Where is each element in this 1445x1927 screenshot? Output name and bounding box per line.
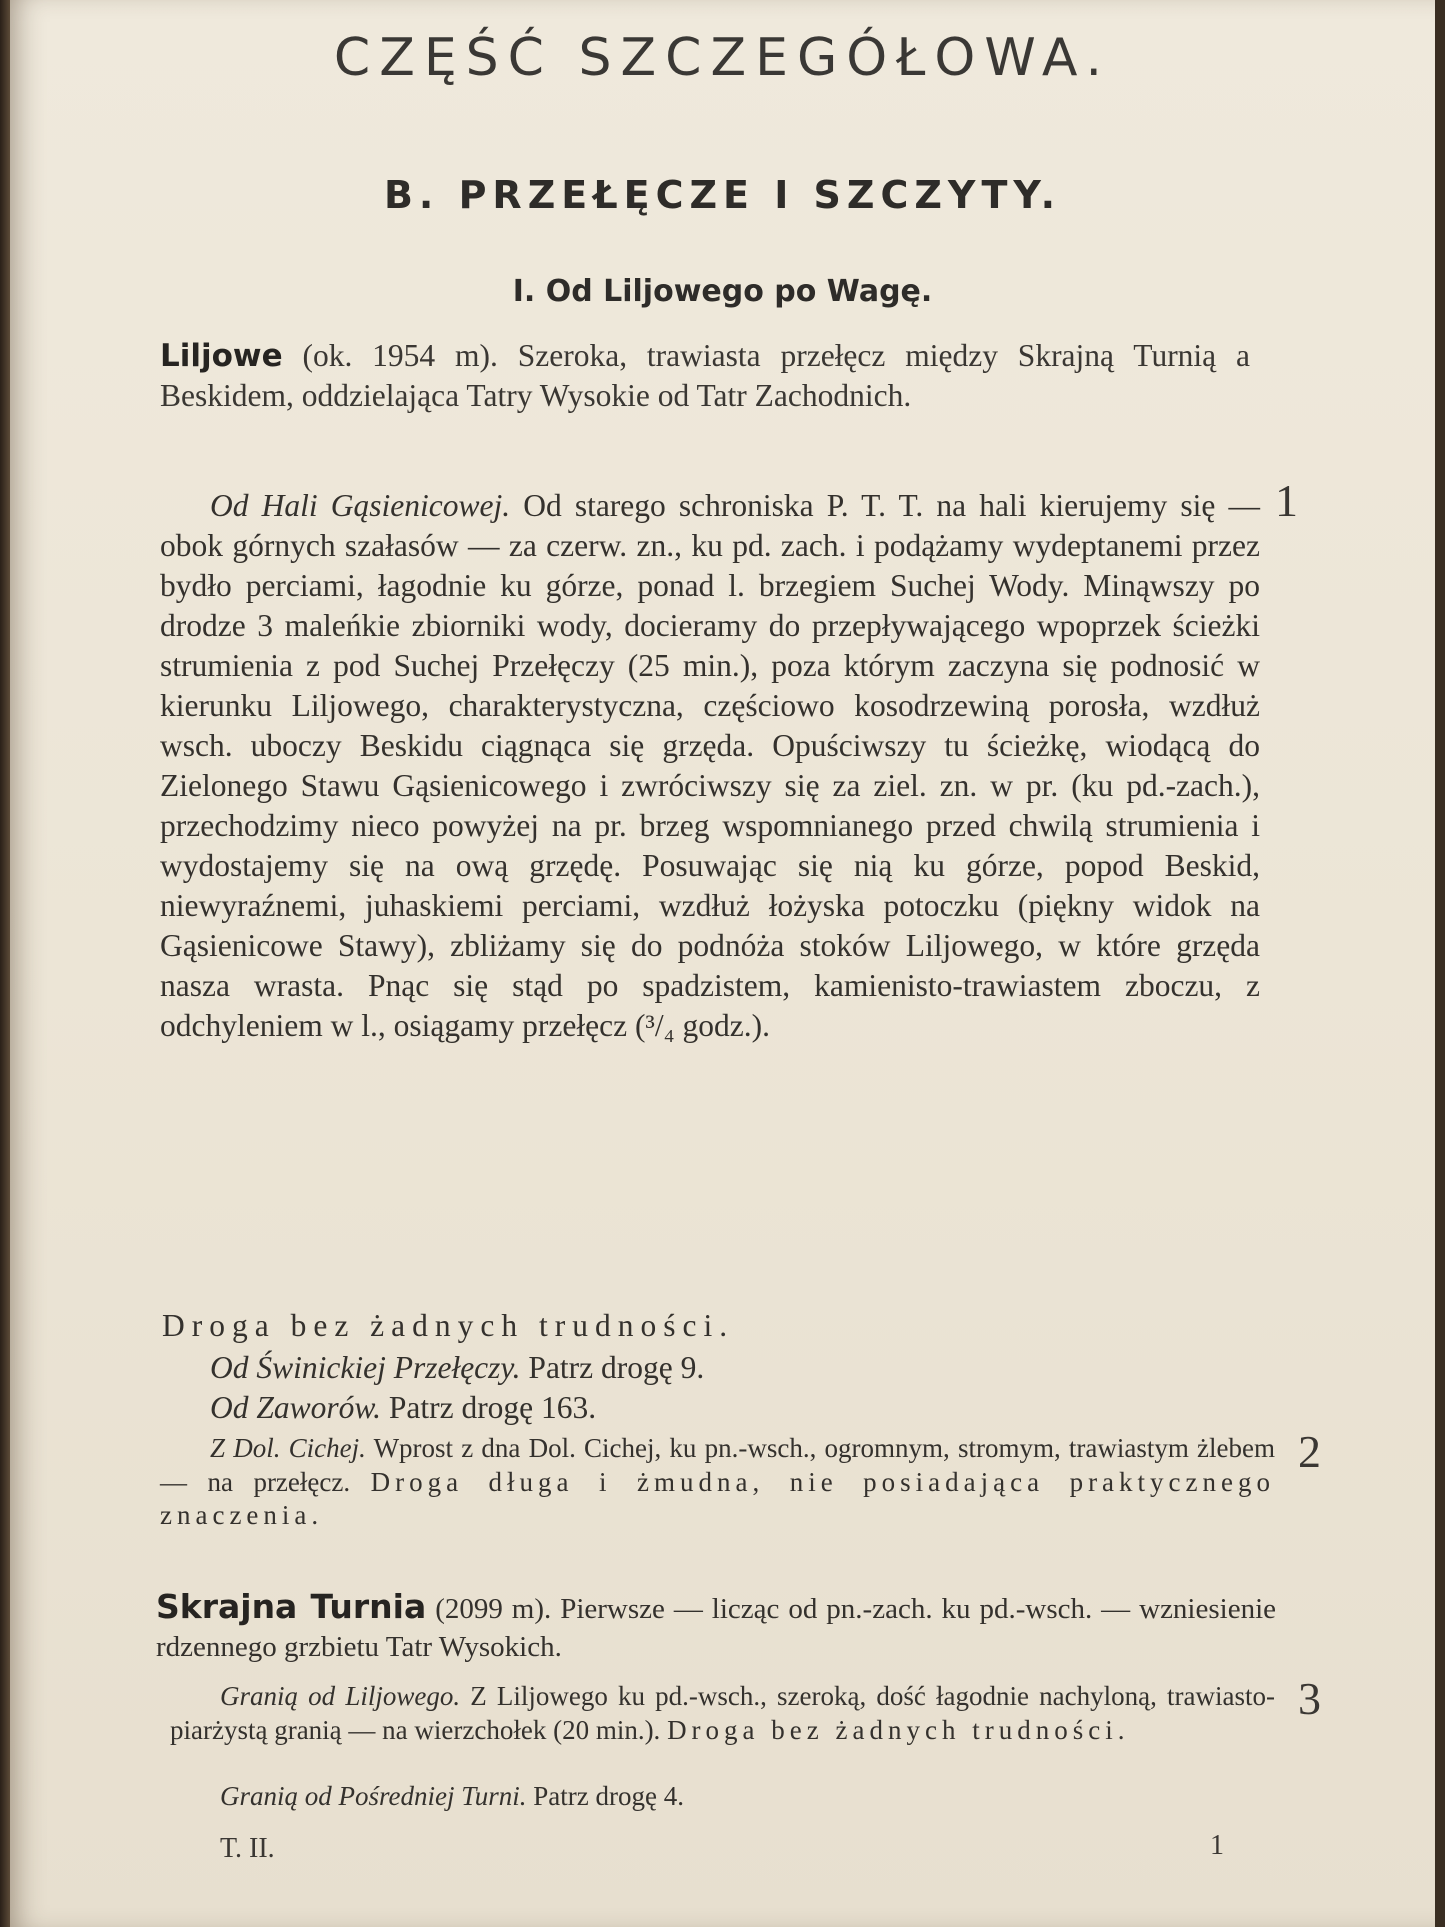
route-number: 1: [1275, 475, 1298, 526]
book-page: [10, 0, 1435, 1927]
route-difficulty: Droga bez żadnych trudności.: [667, 1714, 1130, 1745]
sheet-number: 1: [1210, 1830, 1224, 1861]
entry-liljowe: [160, 336, 1250, 415]
route-text: Patrz drogę 4.: [533, 1781, 684, 1811]
route-note: [162, 1306, 1212, 1346]
volume-signature: T. II.: [220, 1833, 275, 1864]
entry-description: (ok. 1954 m). Szeroka, trawiasta przełęcz między Skrajną Turnią a Beskidem, oddzielająca Tatry Wysokie od Tatr Zachodnich.: [160, 338, 1251, 413]
route-ridge-from-posrednia-turnia: [220, 1780, 1270, 1813]
route-number: 3: [1298, 1673, 1321, 1724]
route-text: Patrz drogę 9.: [528, 1350, 705, 1385]
route-origin: Od Zaworów.: [210, 1390, 381, 1425]
route-difficulty: Droga długa i żmudna, nie posiadająca praktycznego znaczenia.: [160, 1466, 1275, 1530]
route-origin: Granią od Pośredniej Turni.: [220, 1781, 527, 1811]
entry-description: (2099 m). Pierwsze — licząc od pn.-zach. ku pd.-wsch. — wzniesienie rdzennego grzbietu Tatr Wysokich.: [156, 1593, 1277, 1663]
route-from-dolina-cicha: [160, 1432, 1275, 1533]
entry-name: Liljowe: [160, 338, 283, 374]
route-difficulty: Droga bez żadnych trudności.: [162, 1308, 735, 1343]
route-text: Wprost z dna Dol. Cichej, ku pn.-wsch., ogromnym, stromym, trawiastym żlebem — na przełęcz.: [160, 1433, 1276, 1497]
entry-skrajna-turnia: [156, 1588, 1276, 1666]
route-text: Z Liljowego ku pd.-wsch., szeroką, dość łagodnie nachyloną, trawiasto-piarżystą granią — na wierzchołek (20 min.).: [170, 1681, 1275, 1745]
route-number: 2: [1298, 1426, 1321, 1477]
route-origin: Granią od Liljowego.: [220, 1681, 461, 1711]
entry-name: Skrajna Turnia: [156, 1587, 427, 1626]
book-gutter: [0, 0, 10, 1927]
route-origin: Z Dol. Cichej.: [210, 1433, 366, 1463]
route-text: Patrz drogę 163.: [388, 1390, 597, 1425]
route-text: Od starego schroniska P. T. T. na hali kierujemy się — obok górnych szałasów — za czerw. zn., ku pd. zach. i podążamy wydeptanemi przez bydło perciami, łagodnie ku górze, ponad l. brzegiem Suchej Wody. Minąwszy po drodze 3 maleńkie zbiorniki wody, docieramy do przepływającego wpoprzek ścieżki strumienia z pod Suchej Przełęczy (25 min.), poza którym zaczyna się podnosić w kierunku Liljowego, charakterystyczna, częściowo kosodrzewiną porosła, wzdłuż wsch. uboczy Beskidu ciągnąca się grzęda. Opuściwszy tu ścieżkę, wiodącą do Zielonego Stawu Gąsienicowego i zwróciwszy się za ziel. zn. w pr. (ku pd.-zach.), przechodzimy nieco powyżej na pr. brzeg wspomnianego przed chwilą strumienia i wydostajemy się na ową grzędę. Posuwając się nią ku górze, popod Beskid, niewyraźnemi, juhaskiemi perciami, wzdłuż łożyska potoczku (piękny widok na Gąsienicowe Stawy), zbliżamy się do podnóża stoków Liljowego, w które grzęda nasza wrasta. Pnąc się stąd po spadzistem, kamienisto-trawiastem zboczu, z odchyleniem w l., osiągamy przełęcz (³/₄ godz.).: [160, 488, 1261, 1043]
route-origin: Od Hali Gąsienicowej.: [210, 488, 511, 523]
route-from-hala-gasienicowa: [160, 486, 1260, 1046]
section-title: B. PRZEŁĘCZE I SZCZYTY.: [383, 173, 1062, 217]
subsection-title: I. Od Liljowego po Wagę.: [512, 274, 933, 309]
route-from-swinicka-przelecz: [210, 1348, 1260, 1388]
route-from-zawory: [210, 1388, 1260, 1428]
route-ridge-from-liljowe: [170, 1680, 1275, 1747]
route-origin: Od Świnickiej Przełęczy.: [210, 1350, 521, 1385]
part-title: CZĘŚĆ SZCZEGÓŁOWA.: [333, 28, 1112, 88]
